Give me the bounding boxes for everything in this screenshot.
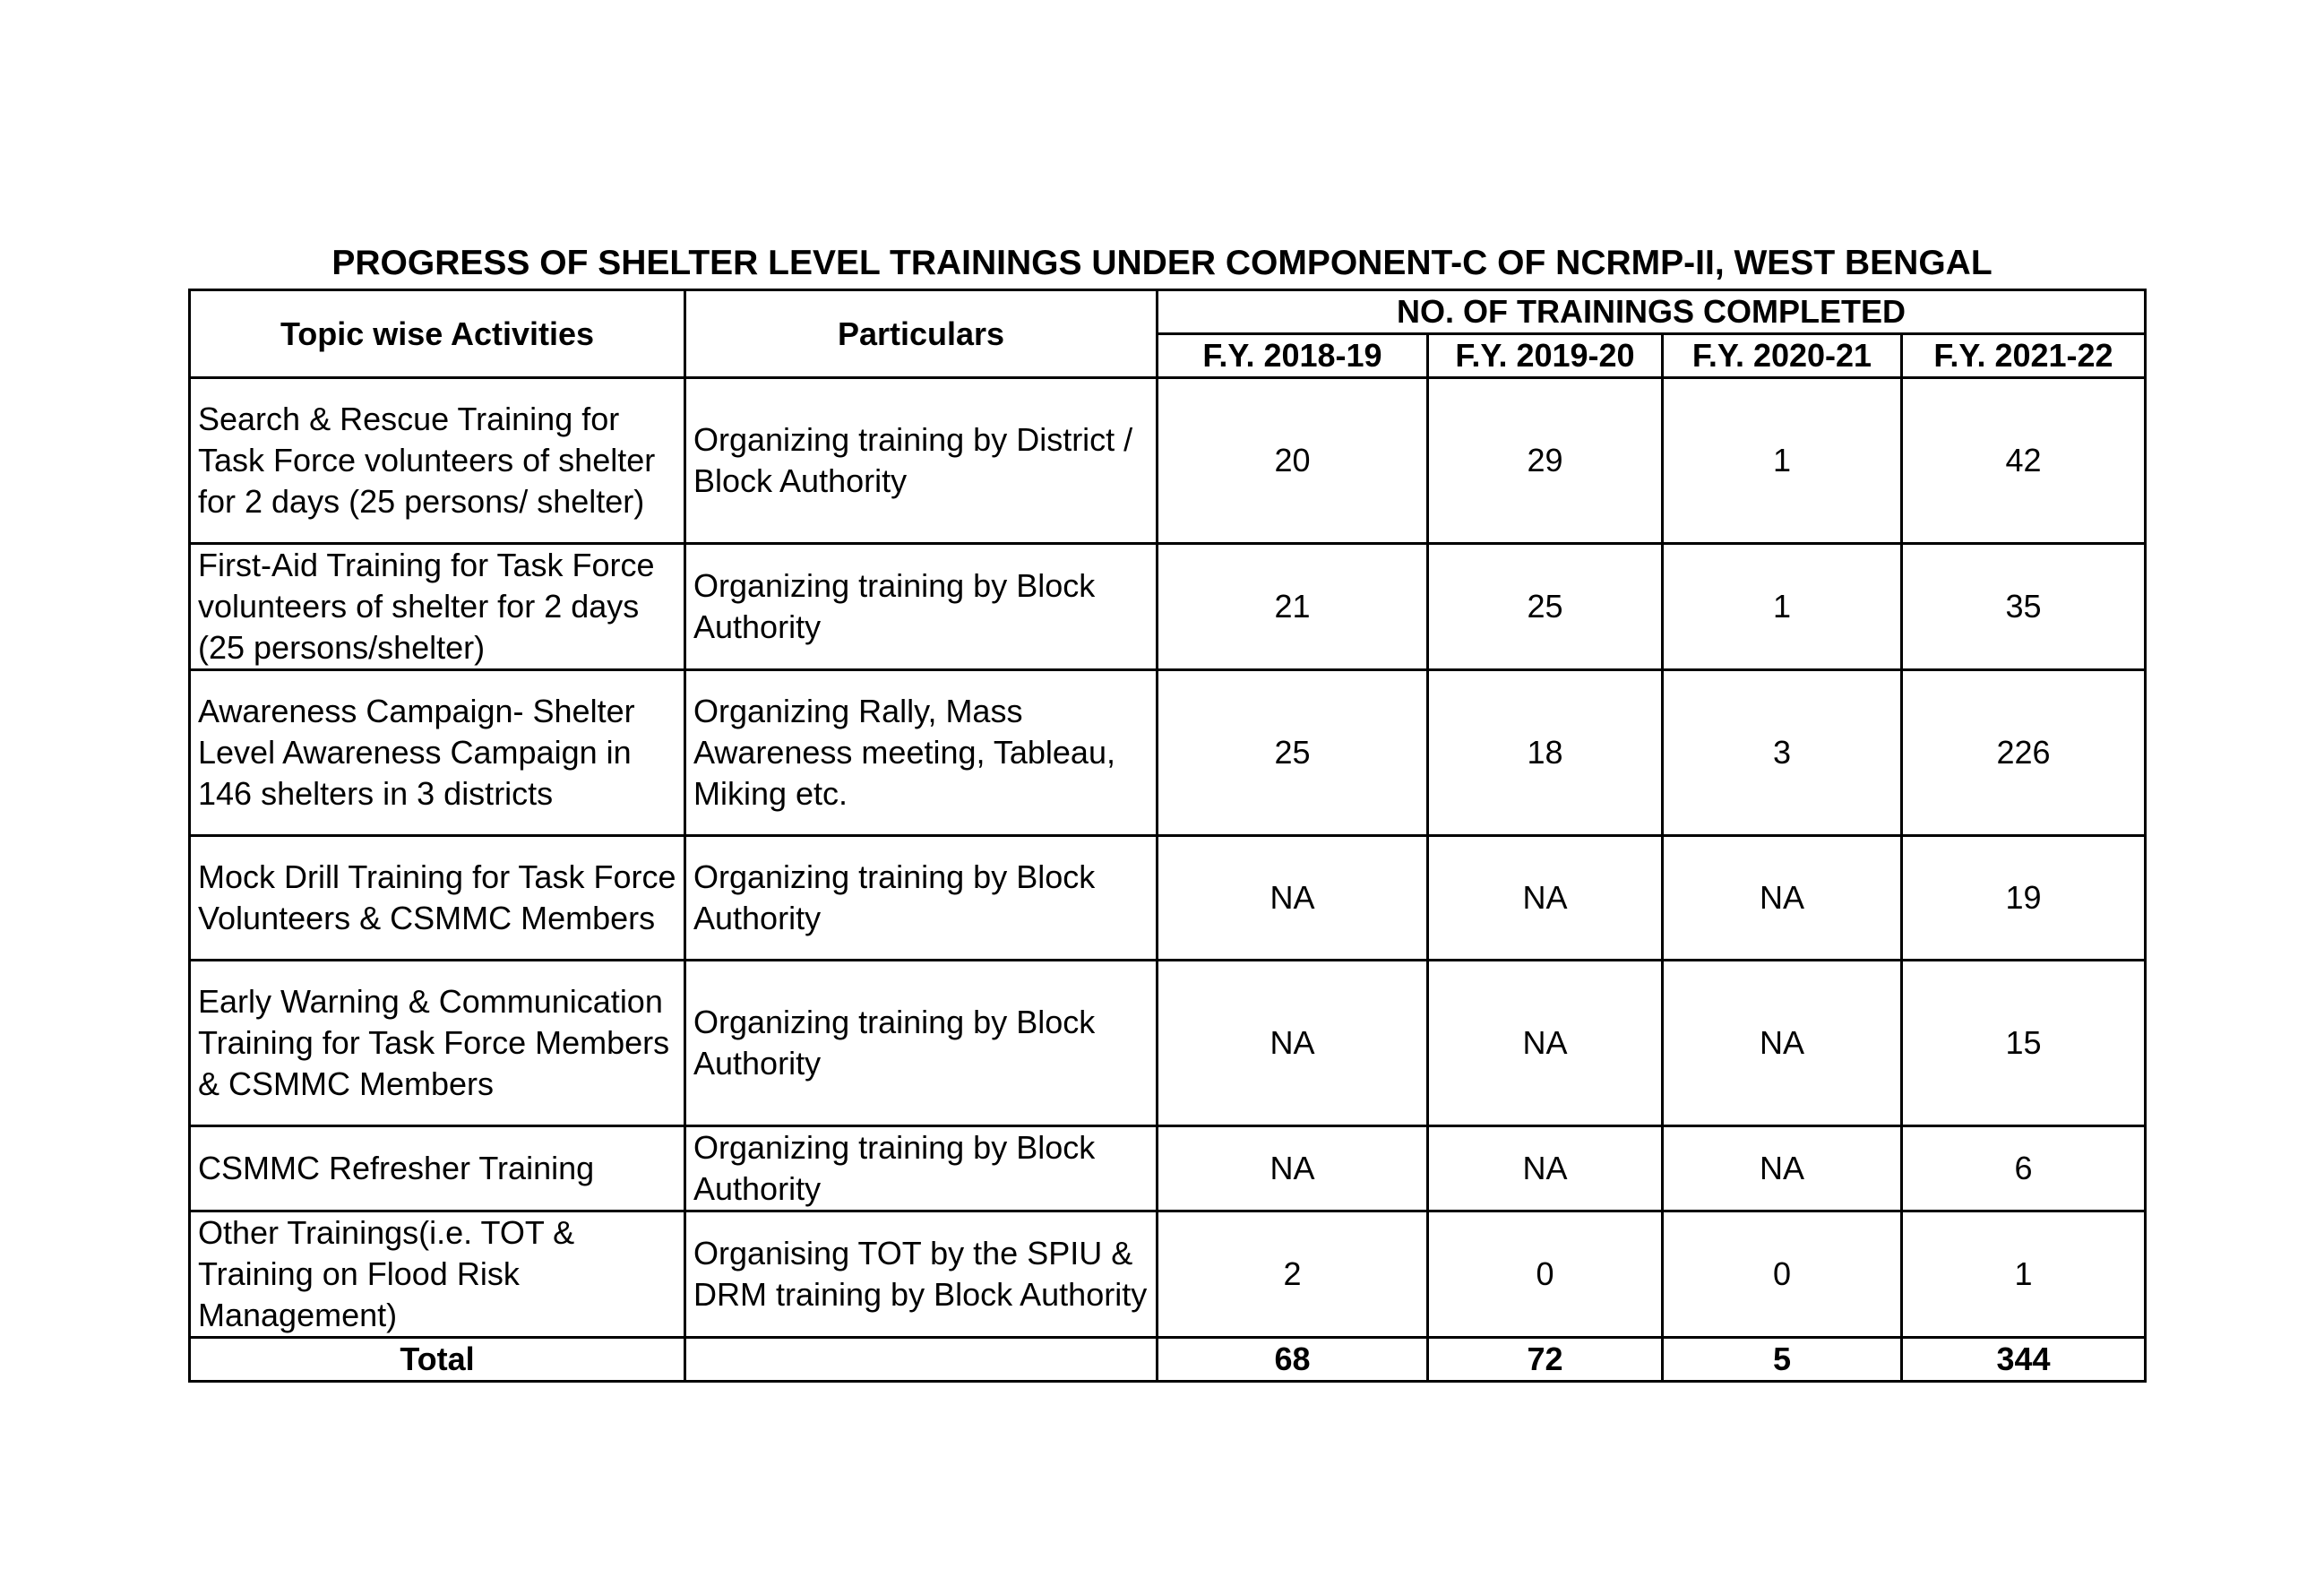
value-cell: 1 (1902, 1211, 2146, 1338)
value-cell: 0 (1663, 1211, 1902, 1338)
header-year: F.Y. 2021-22 (1902, 334, 2146, 378)
table-row (190, 1211, 2146, 1338)
particulars-cell: Organizing training by Block Authority (685, 544, 1158, 670)
value-cell: 2 (1158, 1211, 1428, 1338)
table-row (190, 836, 2146, 961)
header-year: F.Y. 2018-19 (1158, 334, 1428, 378)
total-particulars-cell (685, 1338, 1158, 1382)
value-cell: 18 (1428, 670, 1663, 836)
total-row (190, 1338, 2146, 1382)
particulars-cell: Organizing training by Block Authority (685, 1126, 1158, 1211)
value-cell: 20 (1158, 378, 1428, 544)
particulars-cell: Organizing Rally, Mass Awareness meeting, Tableau, Miking etc. (685, 670, 1158, 836)
value-cell: NA (1158, 1126, 1428, 1211)
value-cell: NA (1663, 961, 1902, 1126)
value-cell: 3 (1663, 670, 1902, 836)
value-cell: 25 (1158, 670, 1428, 836)
total-value-cell: 5 (1663, 1338, 1902, 1382)
header-particulars: Particulars (685, 290, 1158, 378)
table-row (190, 961, 2146, 1126)
document-title: PROGRESS OF SHELTER LEVEL TRAININGS UNDER COMPONENT-C OF NCRMP-II, WEST BENGAL (331, 244, 1993, 282)
particulars-cell: Organizing training by District / Block Authority (685, 378, 1158, 544)
total-value-cell: 344 (1902, 1338, 2146, 1382)
table-row (190, 1126, 2146, 1211)
value-cell: 226 (1902, 670, 2146, 836)
value-cell: NA (1428, 836, 1663, 961)
topic-cell: Mock Drill Training for Task Force Volunteers & CSMMC Members (190, 836, 685, 961)
table-row (190, 378, 2146, 544)
particulars-cell: Organising TOT by the SPIU & DRM training by Block Authority (685, 1211, 1158, 1338)
header-topic: Topic wise Activities (190, 290, 685, 378)
particulars-cell: Organizing training by Block Authority (685, 961, 1158, 1126)
value-cell: 42 (1902, 378, 2146, 544)
trainings-table (188, 289, 2147, 1383)
value-cell: NA (1158, 961, 1428, 1126)
topic-cell: Awareness Campaign- Shelter Level Awareness Campaign in 146 shelters in 3 districts (190, 670, 685, 836)
value-cell: 21 (1158, 544, 1428, 670)
total-label: Total (190, 1338, 685, 1382)
value-cell: 1 (1663, 544, 1902, 670)
topic-cell: CSMMC Refresher Training (190, 1126, 685, 1211)
value-cell: 25 (1428, 544, 1663, 670)
topic-cell: Other Trainings(i.e. TOT & Training on Flood Risk Management) (190, 1211, 685, 1338)
topic-cell: Early Warning & Communication Training for Task Force Members & CSMMC Members (190, 961, 685, 1126)
value-cell: 19 (1902, 836, 2146, 961)
particulars-cell: Organizing training by Block Authority (685, 836, 1158, 961)
value-cell: NA (1663, 836, 1902, 961)
header-year: F.Y. 2020-21 (1663, 334, 1902, 378)
value-cell: NA (1663, 1126, 1902, 1211)
topic-cell: Search & Rescue Training for Task Force volunteers of shelter for 2 days (25 persons/ shelter) (190, 378, 685, 544)
value-cell: NA (1158, 836, 1428, 961)
value-cell: 29 (1428, 378, 1663, 544)
value-cell: 15 (1902, 961, 2146, 1126)
topic-cell: First-Aid Training for Task Force volunteers of shelter for 2 days (25 persons/shelter) (190, 544, 685, 670)
value-cell: 6 (1902, 1126, 2146, 1211)
value-cell: 0 (1428, 1211, 1663, 1338)
total-value-cell: 72 (1428, 1338, 1663, 1382)
total-value-cell: 68 (1158, 1338, 1428, 1382)
value-cell: NA (1428, 961, 1663, 1126)
table-row (190, 670, 2146, 836)
header-trainings-completed: NO. OF TRAININGS COMPLETED (1158, 290, 2146, 334)
table-row (190, 544, 2146, 670)
value-cell: NA (1428, 1126, 1663, 1211)
value-cell: 1 (1663, 378, 1902, 544)
header-year: F.Y. 2019-20 (1428, 334, 1663, 378)
header-row-group (190, 290, 2146, 334)
value-cell: 35 (1902, 544, 2146, 670)
